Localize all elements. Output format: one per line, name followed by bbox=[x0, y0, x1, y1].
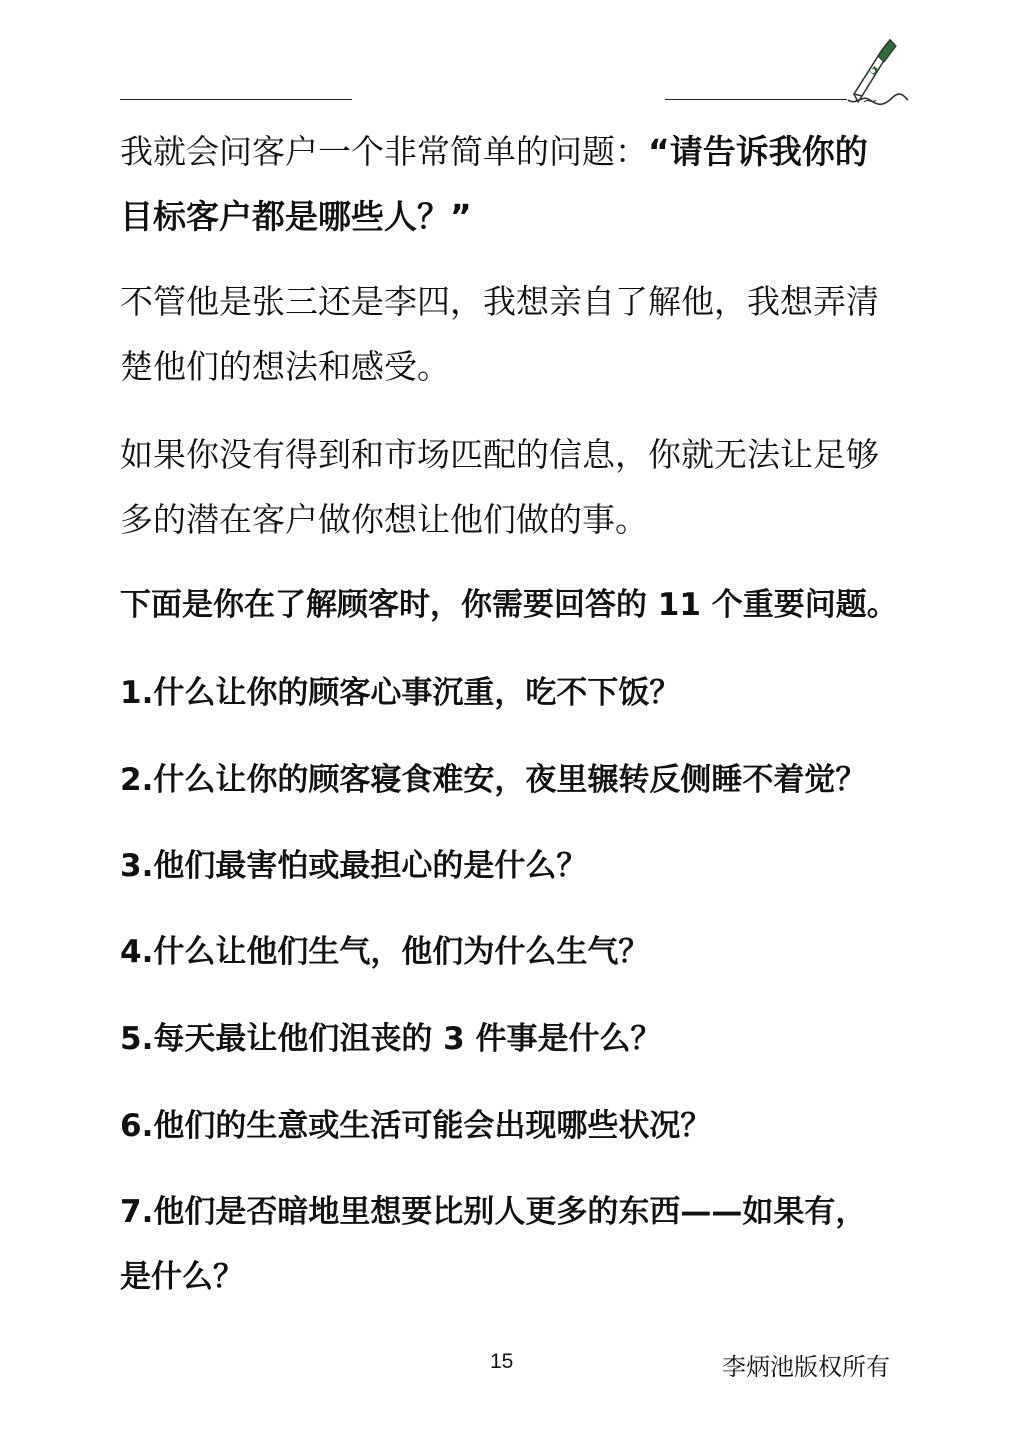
paragraph-1-line-1 bbox=[120, 119, 868, 184]
question-7-continued: 是什么？ bbox=[120, 1259, 244, 1295]
paragraph-3-line-1: 如果你没有得到和市场匹配的信息，你就无法让足够 bbox=[120, 435, 879, 474]
paragraph-1 bbox=[120, 119, 868, 249]
paragraph-2-line-2: 楚他们的想法和感受。 bbox=[120, 347, 450, 386]
quoted-question-end: 目标客户都是哪些人？” bbox=[120, 197, 472, 236]
paragraph-3-line-2: 多的潜在客户做你想让他们做的事。 bbox=[120, 500, 648, 539]
fountain-pen-icon bbox=[844, 36, 910, 106]
question-4: 4.什么让他们生气，他们为什么生气？ bbox=[120, 934, 650, 970]
question-1: 1.什么让你的顾客心事沉重，吃不下饭？ bbox=[120, 675, 681, 711]
question-3: 3.他们最害怕或最担心的是什么？ bbox=[120, 848, 588, 884]
question-6: 6.他们的生意或生活可能会出现哪些状况？ bbox=[120, 1108, 712, 1144]
copyright-notice: 李炳池版权所有 bbox=[722, 1353, 890, 1381]
quoted-question-start: “请告诉我你的 bbox=[648, 132, 868, 171]
questions-intro: 下面是你在了解顾客时，你需要回答的 11 个重要问题。 bbox=[120, 587, 898, 623]
paragraph-3 bbox=[120, 422, 879, 552]
paragraph-2-line-1: 不管他是张三还是李四，我想亲自了解他，我想弄清 bbox=[120, 282, 879, 321]
question-5: 5.每天最让他们沮丧的 3 件事是什么？ bbox=[120, 1021, 662, 1057]
page-number: 15 bbox=[490, 1350, 514, 1373]
paragraph-1-text: 我就会问客户一个非常简单的问题： bbox=[120, 132, 648, 171]
question-2: 2.什么让你的顾客寝食难安，夜里辗转反侧睡不着觉？ bbox=[120, 762, 867, 798]
header-rule-right bbox=[665, 99, 847, 100]
question-7: 7.他们是否暗地里想要比别人更多的东西——如果有， bbox=[120, 1194, 867, 1230]
paragraph-2 bbox=[120, 269, 879, 399]
header-rule-left bbox=[120, 99, 352, 100]
